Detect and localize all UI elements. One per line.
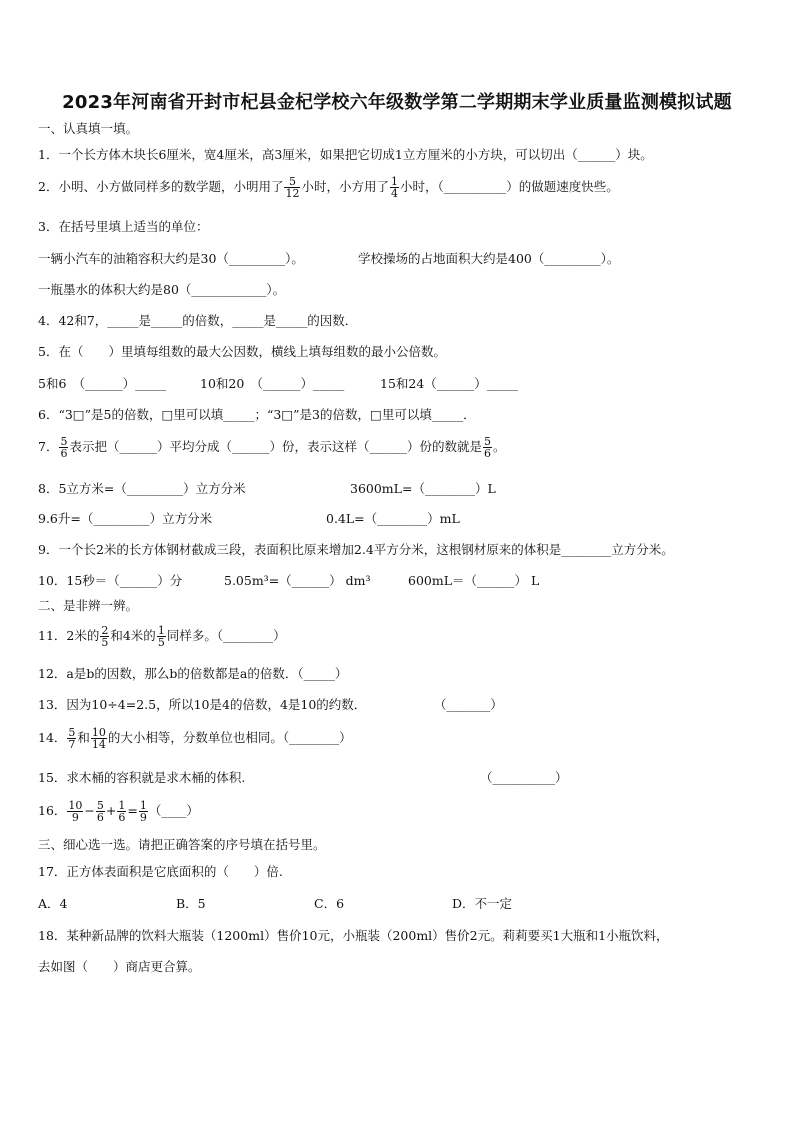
fraction-numerator: 5	[483, 435, 491, 448]
fraction-numerator: 5	[96, 799, 104, 812]
fraction-numerator: 5	[60, 435, 68, 448]
question-8-part-d: 0.4L=（________）mL	[326, 511, 460, 526]
question-14	[38, 727, 352, 750]
question-13: 13．因为10÷4=2.5，所以10是4的倍数，4是10的约数．	[38, 697, 367, 712]
q11-fraction-2	[157, 625, 166, 648]
section-2-heading: 二、是非辨一辨。	[38, 598, 139, 613]
q16-fraction-1	[67, 800, 83, 823]
q16-operator-minus: −	[84, 803, 95, 818]
fraction-denominator: 6	[483, 447, 491, 460]
fraction-numerator: 5	[284, 176, 300, 188]
question-11	[38, 625, 286, 648]
fraction-numerator: 10	[68, 799, 83, 812]
question-12: 12．a是b的因数，那么b的倍数都是a的倍数．（_____）	[38, 666, 348, 681]
question-8-part-a: 8．5立方米=（_________）立方分米	[38, 481, 246, 496]
q7-text-a: 7．	[38, 439, 59, 454]
q16-fraction-2	[96, 800, 105, 823]
question-1: 1．一个长方体木块长6厘米，宽4厘米，高3厘米，如果把它切成1立方厘米的小方块，可以切出（______）块。	[38, 147, 653, 162]
fraction-numerator: 1	[118, 799, 126, 812]
fraction-denominator: 9	[139, 811, 147, 824]
q16-operator-equals: =	[127, 803, 138, 818]
question-3-part-a: 一辆小汽车的油箱容积大约是30（_________）。	[38, 251, 304, 266]
fraction-numerator: 1	[157, 624, 165, 637]
question-7	[38, 436, 505, 459]
question-17-option-d: D．不一定	[452, 896, 513, 911]
fraction-denominator: 6	[96, 811, 104, 824]
question-5-group-a: 5和6 （______）_____	[38, 376, 167, 391]
q2-text-b: 小时，小方用了	[301, 179, 389, 194]
q14-fraction-2	[91, 727, 107, 750]
question-4: 4．42和7，_____是_____的倍数，_____是_____的因数．	[38, 313, 358, 328]
q16-text-c: （____）	[148, 803, 199, 818]
question-8-part-b: 3600mL=（________）L	[350, 481, 496, 496]
question-3-part-c: 一瓶墨水的体积大约是80（____________）。	[38, 282, 286, 297]
question-9: 9．一个长2米的长方体钢材截成三段，表面积比原来增加2.4平方分米，这根钢材原来的体积是________立方分米。	[38, 542, 674, 557]
q2-fraction-1	[284, 176, 300, 199]
fraction-denominator: 5	[101, 636, 109, 649]
question-6: 6．“3□”是5的倍数，□里可以填_____；“3□”是3的倍数，□里可以填_____．	[38, 407, 476, 422]
question-3-part-b: 学校操场的占地面积大约是400（_________）。	[358, 251, 620, 266]
fraction-denominator: 7	[68, 738, 76, 751]
question-16	[38, 800, 199, 823]
question-10-part-a: 10．15秒＝（______）分	[38, 573, 183, 588]
q16-operator-plus: +	[105, 803, 117, 818]
question-10-part-c: 600mL＝（______） L	[408, 573, 540, 588]
fraction-denominator: 14	[91, 738, 106, 751]
fraction-denominator: 5	[157, 636, 165, 649]
question-18-line-2: 去如图（ ）商店更合算。	[38, 959, 201, 974]
question-5: 5．在（ ）里填每组数的最大公因数，横线上填每组数的最小公倍数。	[38, 344, 446, 359]
fraction-numerator: 2	[101, 624, 109, 637]
q14-text-a: 14．	[38, 730, 67, 745]
fraction-numerator: 1	[390, 175, 398, 188]
fraction-denominator: 6	[118, 811, 126, 824]
q14-fraction-1	[67, 727, 76, 750]
question-17-option-a: A．4	[38, 896, 68, 911]
section-3-heading: 三、细心选一选。请把正确答案的序号填在括号里。	[38, 837, 326, 852]
q2-fraction-2	[390, 176, 399, 199]
q11-text-c: 同样多。（________）	[166, 628, 286, 643]
exam-title: 2023年河南省开封市杞县金杞学校六年级数学第二学期期末学业质量监测模拟试题	[62, 92, 732, 113]
question-17-option-b: B．5	[176, 896, 206, 911]
q7-text-b: 表示把（______）平均分成（______）份，表示这样（______）份的数就是	[69, 439, 482, 454]
q16-fraction-3	[117, 800, 126, 823]
question-17-option-c: C．6	[314, 896, 345, 911]
q16-text-a: 16．	[38, 803, 67, 818]
q7-fraction-2	[483, 436, 492, 459]
fraction-numerator: 10	[91, 726, 106, 739]
question-17: 17．正方体表面积是它底面积的（ ）倍.	[38, 864, 283, 879]
fraction-numerator: 1	[139, 799, 147, 812]
q2-text-a: 2．小明、小方做同样多的数学题，小明用了	[38, 179, 284, 194]
section-1-heading: 一、认真填一填。	[38, 121, 139, 136]
question-18-line-1: 18．某种新品牌的饮料大瓶装（1200ml）售价10元，小瓶装（200ml）售价2元。莉莉要买1大瓶和1小瓶饮料，	[38, 928, 669, 943]
q16-fraction-4	[139, 800, 148, 823]
q11-text-b: 和4米的	[110, 628, 156, 643]
q14-text-c: 的大小相等，分数单位也相同。（________）	[107, 730, 352, 745]
q11-text-a: 11．2米的	[38, 628, 100, 643]
q7-fraction-1	[59, 436, 68, 459]
question-15-answer: （__________）	[480, 770, 568, 785]
q2-text-c: 小时，（__________）的做题速度快些。	[399, 179, 619, 194]
fraction-denominator: 9	[71, 811, 79, 824]
fraction-denominator: 12	[285, 187, 300, 200]
q14-text-b: 和	[77, 730, 90, 745]
fraction-denominator: 6	[60, 447, 68, 460]
fraction-numerator: 5	[68, 726, 76, 739]
question-2	[38, 176, 619, 199]
question-5-group-b: 10和20 （______）_____	[200, 376, 345, 391]
question-8-part-c: 9.6升=（_________）立方分米	[38, 511, 213, 526]
question-5-group-c: 15和24（______）_____	[380, 376, 519, 391]
question-15: 15．求木桶的容积就是求木桶的体积.	[38, 770, 246, 785]
q11-fraction-1	[100, 625, 109, 648]
question-13-answer: （_______）	[434, 697, 503, 712]
question-3: 3．在括号里填上适当的单位：	[38, 219, 209, 234]
question-10-part-b: 5.05m³=（______） dm³	[224, 573, 371, 588]
fraction-denominator: 4	[390, 187, 398, 200]
q7-text-c: 。	[492, 439, 506, 454]
